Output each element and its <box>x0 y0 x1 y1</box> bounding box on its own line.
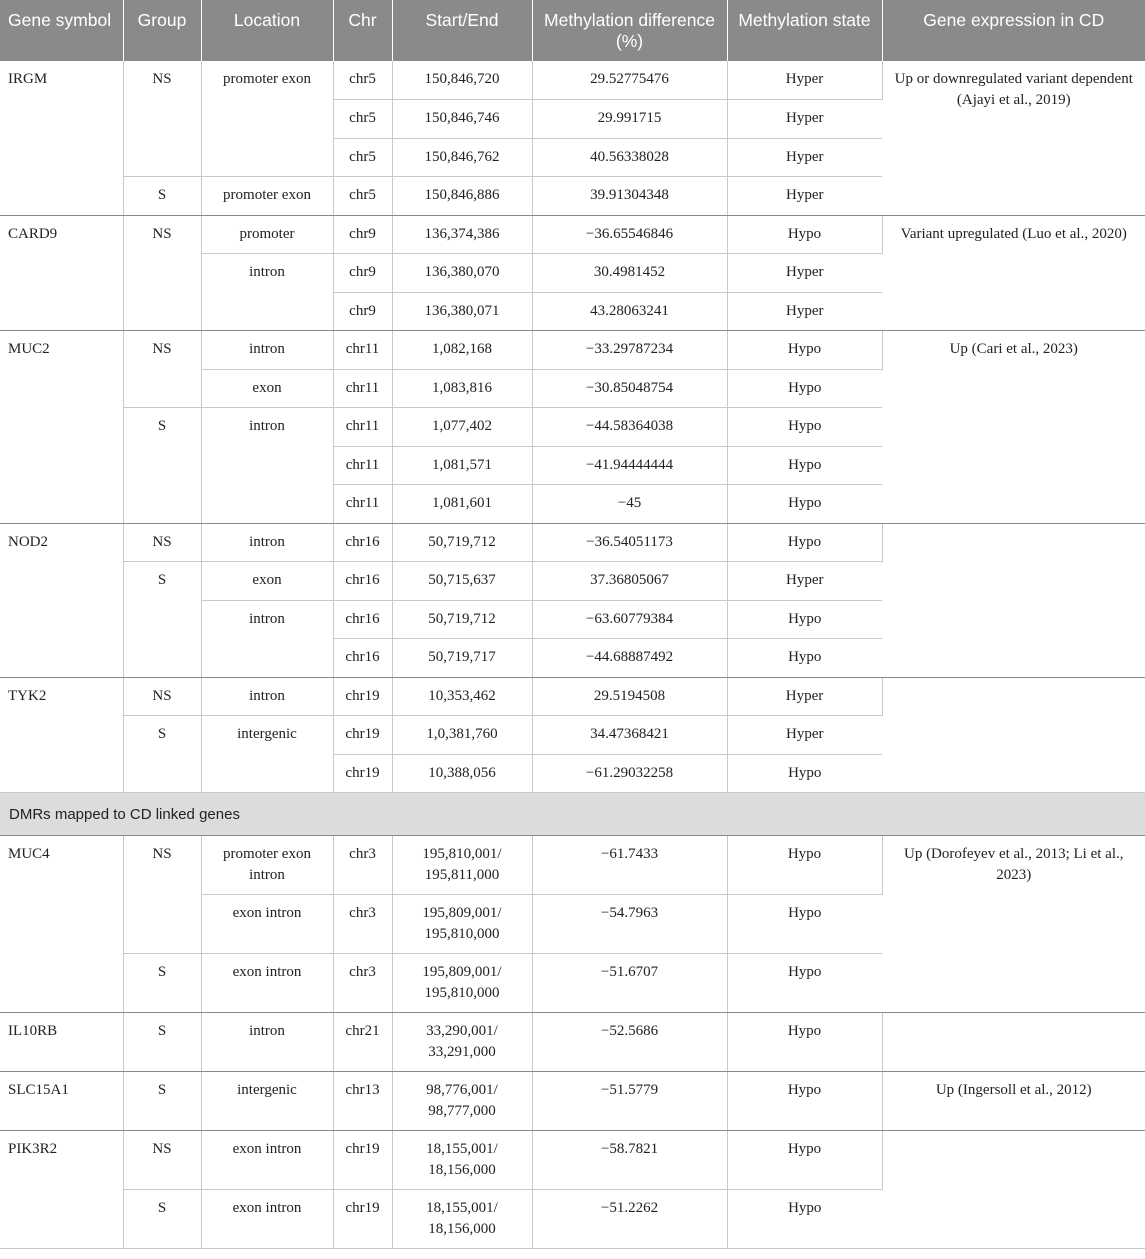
group-cell: S <box>123 1072 201 1131</box>
table-row <box>0 1072 1145 1131</box>
position-cell: 1,083,816 <box>392 369 532 408</box>
position-cell: 50,719,712 <box>392 600 532 639</box>
difference-cell: −44.68887492 <box>532 639 727 678</box>
group-cell: NS <box>123 523 201 562</box>
table-row <box>0 836 1145 895</box>
expression-cell <box>882 1013 1145 1072</box>
state-cell: Hypo <box>727 523 882 562</box>
chr-cell: chr5 <box>333 138 392 177</box>
position-start: 98,776,001/ <box>426 1082 498 1098</box>
chr-cell: chr13 <box>333 1072 392 1131</box>
position-start: 18,155,001/ <box>426 1200 498 1216</box>
position-start: 195,809,001/ <box>422 905 502 921</box>
difference-cell: −61.29032258 <box>532 754 727 793</box>
location-cell: intron <box>201 677 333 716</box>
position-end: 33,291,000 <box>428 1044 496 1060</box>
expression-cell: Variant upregulated (Luo et al., 2020) <box>882 215 1145 331</box>
section-row <box>0 793 1145 836</box>
position-start: 195,810,001/ <box>422 846 502 862</box>
location-cell: intron <box>201 254 333 331</box>
header-group: Group <box>123 0 201 61</box>
difference-cell: −44.58364038 <box>532 408 727 447</box>
state-cell: Hypo <box>727 639 882 678</box>
position-end: 195,810,000 <box>424 926 500 942</box>
position-end: 18,156,000 <box>428 1162 496 1178</box>
difference-cell: −45 <box>532 485 727 524</box>
position-cell <box>392 895 532 954</box>
location-cell: promoter exon intron <box>201 836 333 895</box>
group-cell: S <box>123 954 201 1013</box>
chr-cell: chr11 <box>333 331 392 370</box>
location-cell: exon intron <box>201 1190 333 1249</box>
position-end: 98,777,000 <box>428 1103 496 1119</box>
position-cell <box>392 1190 532 1249</box>
position-cell <box>392 1131 532 1190</box>
chr-cell: chr3 <box>333 836 392 895</box>
difference-cell: 29.52775476 <box>532 61 727 100</box>
difference-cell: −63.60779384 <box>532 600 727 639</box>
chr-cell: chr5 <box>333 100 392 139</box>
difference-cell: −54.7963 <box>532 895 727 954</box>
table-row <box>0 215 1145 254</box>
difference-cell: −33.29787234 <box>532 331 727 370</box>
state-cell: Hypo <box>727 1013 882 1072</box>
group-cell: NS <box>123 836 201 954</box>
group-cell: S <box>123 1190 201 1249</box>
state-cell: Hypo <box>727 1072 882 1131</box>
location-cell: promoter exon <box>201 61 333 177</box>
location-cell: intron <box>201 331 333 370</box>
position-cell: 150,846,746 <box>392 100 532 139</box>
difference-cell: −51.2262 <box>532 1190 727 1249</box>
table-row <box>0 1131 1145 1190</box>
chr-cell: chr5 <box>333 61 392 100</box>
position-cell: 136,380,070 <box>392 254 532 293</box>
position-cell <box>392 1013 532 1072</box>
gene-symbol-cell: SLC15A1 <box>0 1072 123 1131</box>
state-cell: Hypo <box>727 446 882 485</box>
group-cell: NS <box>123 1131 201 1190</box>
gene-symbol-cell: MUC2 <box>0 331 123 524</box>
group-cell: NS <box>123 215 201 331</box>
position-cell: 1,081,571 <box>392 446 532 485</box>
chr-cell: chr19 <box>333 677 392 716</box>
chr-cell: chr19 <box>333 1131 392 1190</box>
state-cell: Hyper <box>727 716 882 755</box>
position-cell: 50,719,717 <box>392 639 532 678</box>
gene-symbol-cell: IL10RB <box>0 1013 123 1072</box>
location-cell: intron <box>201 1013 333 1072</box>
difference-cell: 39.91304348 <box>532 177 727 216</box>
gene-symbol-cell: CARD9 <box>0 215 123 331</box>
chr-cell: chr16 <box>333 639 392 678</box>
chr-cell: chr16 <box>333 600 392 639</box>
chr-cell: chr11 <box>333 369 392 408</box>
chr-cell: chr16 <box>333 562 392 601</box>
position-cell: 50,719,712 <box>392 523 532 562</box>
header-start-end: Start/End <box>392 0 532 61</box>
expression-cell: Up (Ingersoll et al., 2012) <box>882 1072 1145 1131</box>
expression-cell <box>882 523 1145 677</box>
position-start: 33,290,001/ <box>426 1023 498 1039</box>
state-cell: Hypo <box>727 215 882 254</box>
location-cell: intergenic <box>201 1072 333 1131</box>
location-cell: intron <box>201 600 333 677</box>
position-cell: 136,374,386 <box>392 215 532 254</box>
position-cell: 1,081,601 <box>392 485 532 524</box>
difference-cell: −36.65546846 <box>532 215 727 254</box>
expression-cell: Up (Cari et al., 2023) <box>882 331 1145 524</box>
difference-cell: −52.5686 <box>532 1013 727 1072</box>
group-cell: S <box>123 1013 201 1072</box>
group-cell: NS <box>123 331 201 408</box>
position-cell: 150,846,886 <box>392 177 532 216</box>
state-cell: Hyper <box>727 138 882 177</box>
table-row <box>0 677 1145 716</box>
header-location: Location <box>201 0 333 61</box>
expression-cell <box>882 677 1145 793</box>
expression-cell: Up (Dorofeyev et al., 2013; Li et al., 2023) <box>882 836 1145 1013</box>
chr-cell: chr5 <box>333 177 392 216</box>
state-cell: Hyper <box>727 562 882 601</box>
state-cell: Hyper <box>727 292 882 331</box>
difference-cell: 37.36805067 <box>532 562 727 601</box>
gene-symbol-cell: IRGM <box>0 61 123 215</box>
group-cell: S <box>123 408 201 524</box>
location-cell: exon <box>201 562 333 601</box>
chr-cell: chr3 <box>333 895 392 954</box>
chr-cell: chr11 <box>333 408 392 447</box>
group-cell: S <box>123 562 201 678</box>
position-end: 18,156,000 <box>428 1221 496 1237</box>
state-cell: Hypo <box>727 600 882 639</box>
location-cell: intron <box>201 408 333 524</box>
state-cell: Hypo <box>727 754 882 793</box>
position-cell <box>392 954 532 1013</box>
difference-cell: −51.5779 <box>532 1072 727 1131</box>
position-cell: 10,388,056 <box>392 754 532 793</box>
state-cell: Hypo <box>727 954 882 1013</box>
expression-cell <box>882 1131 1145 1249</box>
difference-cell: 29.991715 <box>532 100 727 139</box>
header-row <box>0 0 1145 61</box>
state-cell: Hypo <box>727 408 882 447</box>
chr-cell: chr9 <box>333 215 392 254</box>
position-cell: 150,846,762 <box>392 138 532 177</box>
group-cell: S <box>123 177 201 216</box>
difference-cell: 34.47368421 <box>532 716 727 755</box>
state-cell: Hyper <box>727 177 882 216</box>
gene-symbol-cell: PIK3R2 <box>0 1131 123 1249</box>
group-cell: S <box>123 716 201 793</box>
position-cell: 136,380,071 <box>392 292 532 331</box>
position-cell: 150,846,720 <box>392 61 532 100</box>
header-methylation-state: Methylation state <box>727 0 882 61</box>
expression-cell: Up or downregulated variant dependent (Ajayi et al., 2019) <box>882 61 1145 215</box>
table-row <box>0 61 1145 100</box>
difference-cell: −61.7433 <box>532 836 727 895</box>
location-cell: promoter exon <box>201 177 333 216</box>
position-end: 195,811,000 <box>424 867 500 883</box>
location-cell: intergenic <box>201 716 333 793</box>
position-cell <box>392 836 532 895</box>
position-cell: 10,353,462 <box>392 677 532 716</box>
difference-cell: 29.5194508 <box>532 677 727 716</box>
state-cell: Hypo <box>727 836 882 895</box>
header-gene-symbol: Gene symbol <box>0 0 123 61</box>
state-cell: Hypo <box>727 331 882 370</box>
chr-cell: chr11 <box>333 485 392 524</box>
position-cell: 1,077,402 <box>392 408 532 447</box>
header-gene-expression: Gene expression in CD <box>882 0 1145 61</box>
header-chr: Chr <box>333 0 392 61</box>
group-cell: NS <box>123 61 201 177</box>
header-methylation-difference: Methylation difference (%) <box>532 0 727 61</box>
position-start: 18,155,001/ <box>426 1141 498 1157</box>
location-cell: exon <box>201 369 333 408</box>
table-row <box>0 523 1145 562</box>
location-cell: exon intron <box>201 895 333 954</box>
chr-cell: chr19 <box>333 754 392 793</box>
location-cell: exon intron <box>201 954 333 1013</box>
chr-cell: chr3 <box>333 954 392 1013</box>
state-cell: Hyper <box>727 61 882 100</box>
state-cell: Hypo <box>727 1131 882 1190</box>
difference-cell: 30.4981452 <box>532 254 727 293</box>
chr-cell: chr19 <box>333 716 392 755</box>
group-cell: NS <box>123 677 201 716</box>
state-cell: Hypo <box>727 485 882 524</box>
state-cell: Hypo <box>727 369 882 408</box>
state-cell: Hypo <box>727 895 882 954</box>
difference-cell: −36.54051173 <box>532 523 727 562</box>
position-cell: 1,082,168 <box>392 331 532 370</box>
gene-symbol-cell: NOD2 <box>0 523 123 677</box>
table-row <box>0 331 1145 370</box>
state-cell: Hyper <box>727 677 882 716</box>
difference-cell: −41.94444444 <box>532 446 727 485</box>
gene-symbol-cell: TYK2 <box>0 677 123 793</box>
location-cell: promoter <box>201 215 333 254</box>
difference-cell: −51.6707 <box>532 954 727 1013</box>
difference-cell: 40.56338028 <box>532 138 727 177</box>
chr-cell: chr16 <box>333 523 392 562</box>
position-cell: 50,715,637 <box>392 562 532 601</box>
state-cell: Hyper <box>727 100 882 139</box>
table-row <box>0 1013 1145 1072</box>
chr-cell: chr9 <box>333 292 392 331</box>
chr-cell: chr21 <box>333 1013 392 1072</box>
state-cell: Hyper <box>727 254 882 293</box>
position-end: 195,810,000 <box>424 985 500 1001</box>
chr-cell: chr9 <box>333 254 392 293</box>
difference-cell: −58.7821 <box>532 1131 727 1190</box>
state-cell: Hypo <box>727 1190 882 1249</box>
gene-symbol-cell: MUC4 <box>0 836 123 1013</box>
position-cell: 1,0,381,760 <box>392 716 532 755</box>
chr-cell: chr19 <box>333 1190 392 1249</box>
location-cell: exon intron <box>201 1131 333 1190</box>
difference-cell: 43.28063241 <box>532 292 727 331</box>
position-cell <box>392 1072 532 1131</box>
chr-cell: chr11 <box>333 446 392 485</box>
section-label: DMRs mapped to CD linked genes <box>0 793 1145 836</box>
position-start: 195,809,001/ <box>422 964 502 980</box>
difference-cell: −30.85048754 <box>532 369 727 408</box>
location-cell: intron <box>201 523 333 562</box>
